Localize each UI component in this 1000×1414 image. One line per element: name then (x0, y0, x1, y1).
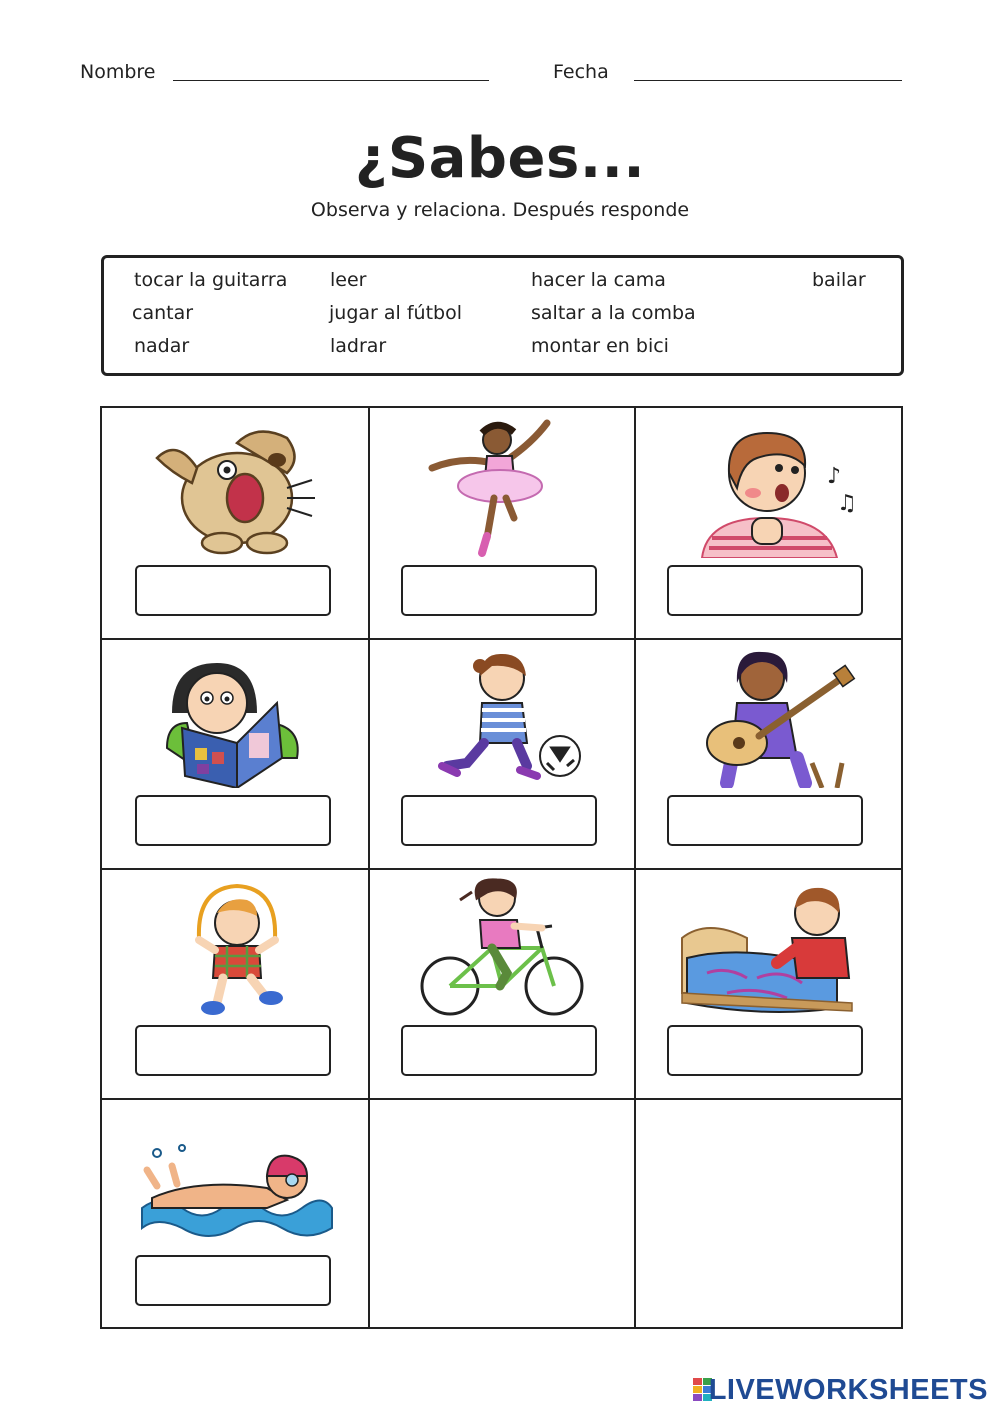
answer-box[interactable] (401, 1025, 597, 1076)
word-item: cantar (132, 302, 194, 324)
boy-reading-book-icon (137, 648, 337, 788)
word-item: tocar la guitarra (134, 269, 288, 291)
word-item: saltar a la comba (531, 302, 696, 324)
girl-riding-bike-icon (402, 878, 602, 1018)
name-field-line[interactable] (173, 80, 489, 81)
answer-box[interactable] (667, 795, 863, 846)
answer-box[interactable] (135, 1255, 331, 1306)
answer-box[interactable] (401, 795, 597, 846)
word-item: leer (330, 269, 367, 291)
word-item: nadar (134, 335, 190, 357)
page-title: ¿Sabes... (354, 126, 646, 191)
word-item: jugar al fútbol (329, 302, 462, 324)
ballerina-dancing-icon (402, 418, 602, 558)
name-label: Nombre (80, 61, 156, 83)
girl-playing-football-icon (402, 648, 602, 788)
answer-box[interactable] (667, 1025, 863, 1076)
answer-box[interactable] (135, 565, 331, 616)
word-bank (101, 255, 904, 376)
word-item: hacer la cama (531, 269, 666, 291)
date-label: Fecha (553, 61, 609, 83)
swimmer-icon (137, 1108, 337, 1248)
boy-making-bed-icon (667, 878, 867, 1018)
word-item: bailar (812, 269, 866, 291)
answer-box[interactable] (135, 795, 331, 846)
liveworksheets-brand: LIVEWORKSHEETS (708, 1374, 988, 1406)
picture-grid (100, 406, 903, 1329)
svg-text:♫: ♫ (837, 491, 857, 516)
barking-dog-icon (137, 418, 337, 558)
answer-box[interactable] (401, 565, 597, 616)
word-item: ladrar (330, 335, 387, 357)
boy-jumping-rope-icon (137, 878, 337, 1018)
answer-box[interactable] (135, 1025, 331, 1076)
girl-singing-icon (667, 418, 867, 558)
word-item: montar en bici (531, 335, 669, 357)
girl-playing-guitar-icon (667, 648, 867, 788)
answer-box[interactable] (667, 565, 863, 616)
svg-text:♪: ♪ (827, 464, 842, 489)
date-field-line[interactable] (634, 80, 902, 81)
instructions: Observa y relaciona. Después responde (310, 199, 690, 221)
